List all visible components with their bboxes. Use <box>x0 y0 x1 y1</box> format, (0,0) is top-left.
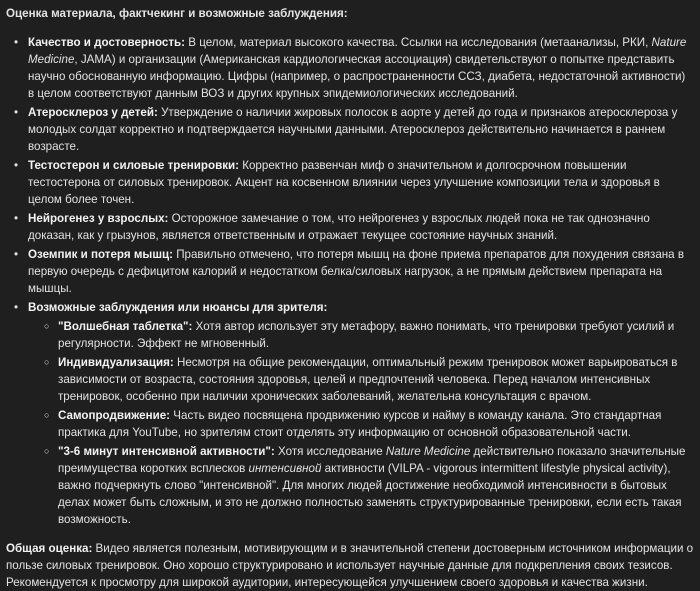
list-item-atherosclerosis <box>14 104 694 155</box>
review-list <box>14 34 694 528</box>
subitem-title: Индивидуализация: <box>58 356 174 369</box>
list-item-misconceptions <box>14 299 694 528</box>
item-title: Оземпик и потеря мышц: <box>28 248 173 261</box>
summary-text: Видео является полезным, мотивирующим и в значительной степени достоверным источником информации о пользе силовых тренировок. Оно хорошо структурировано и использует научные данные для подкрепления своих тезисов. Рекомендуется к просмотру для широкой аудитории, интересующейся улучшением своего здоровья и качества жизни. <box>6 542 694 589</box>
subitem-text: активности (VILPA - vigorous intermittent lifestyle physical activity), важно подчеркнуть слово "интенсивной". Для многих людей достижение необходимой интенсивности в бытовых делах может быть сложным, и это не должно полностью заменять структурированные тренировки, если есть такая возможность. <box>58 462 682 526</box>
item-text: Правильно отмечено, что потеря мышц на фоне приема препаратов для похудения связана в первую очередь с дефицитом калорий и недостатком белка/силовых нагрузок, а не прямым действием препарата на мышцы. <box>28 248 685 295</box>
item-text: Осторожное замечание о том, что нейрогенез у взрослых людей пока не так однозначно доказан, как у грызунов, является ответственным и отражает текущее состояние научных знаний. <box>28 212 650 242</box>
overall-summary <box>6 540 694 591</box>
subitem-title: Самопродвижение: <box>58 409 171 422</box>
subitem-text-italic: интенсивной <box>248 462 322 475</box>
item-title: Тестостерон и силовые тренировки: <box>28 159 239 172</box>
subitem-text: Хотя автор использует эту метафору, важно понимать, что тренировки требуют усилий и регулярности. Эффект не мгновенный. <box>58 320 675 350</box>
item-text-italic: Nature Medicine <box>28 36 687 66</box>
item-title: Атеросклероз у детей: <box>28 106 158 119</box>
item-title: Возможные заблуждения или нюансы для зрителя: <box>28 301 328 314</box>
misconceptions-sublist <box>44 318 694 528</box>
subitem-text-italic: Nature Medicine <box>385 445 471 458</box>
item-text: , JAMA) и организации (Американская кардиологическая ассоциация) свидетельствуют о попытке представить научно обоснованную информацию. Цифры (например, о распространенности ССЗ, диабета, недостаточной активности) в целом соответствуют данным ВОЗ и других крупных эпидемиологических исследований. <box>28 53 686 100</box>
item-text: Корректно развенчан миф о значительном и долгосрочном повышении тестостерона от силовых тренировок. Акцент на косвенном влиянии через улучшение композиции тела и здоровья в целом более точен. <box>28 159 660 206</box>
item-text: В целом, материал высокого качества. Ссылки на исследования (метаанализы, РКИ, <box>185 36 652 49</box>
item-title: Качество и достоверность: <box>28 36 186 49</box>
subitem-title: "3-6 минут интенсивной активности": <box>58 445 275 458</box>
sublist-item-magic-pill <box>44 318 694 352</box>
list-item-neurogenesis <box>14 210 694 244</box>
subitem-text: действительно показало значительные преимущества коротких всплесков <box>58 445 686 475</box>
list-item-ozempic <box>14 246 694 297</box>
list-item-quality <box>14 34 694 102</box>
section-heading: Оценка материала, фактчекинг и возможные заблуждения: <box>6 7 348 20</box>
sublist-item-individualization <box>44 354 694 405</box>
list-item-testosterone <box>14 157 694 208</box>
subitem-title: "Волшебная таблетка": <box>58 320 193 333</box>
summary-title: Общая оценка: <box>6 542 93 555</box>
subitem-text: Часть видео посвящена продвижению курсов и найму в команду канала. Это стандартная практика для YouTube, но зрителям стоит отделять эту информацию от основной образовательной части. <box>58 409 662 439</box>
subitem-text: Несмотря на общие рекомендации, оптимальный режим тренировок может варьироваться в зависимости от возраста, состояния здоровья, целей и предпочтений человека. Перед началом интенсивных тренировок, особенно при наличии хронических заболеваний, желательна консультация с врачом. <box>58 356 678 403</box>
sublist-item-self-promotion <box>44 407 694 441</box>
subitem-text: Хотя исследование <box>274 445 386 458</box>
item-title: Нейрогенез у взрослых: <box>28 212 169 225</box>
item-text: Утверждение о наличии жировых полосок в аорте у детей до года и признаков атеросклероза у молодых солдат корректно и подтверждается научными данными. Атеросклероз действительно начинается в раннем возрасте. <box>28 106 678 153</box>
